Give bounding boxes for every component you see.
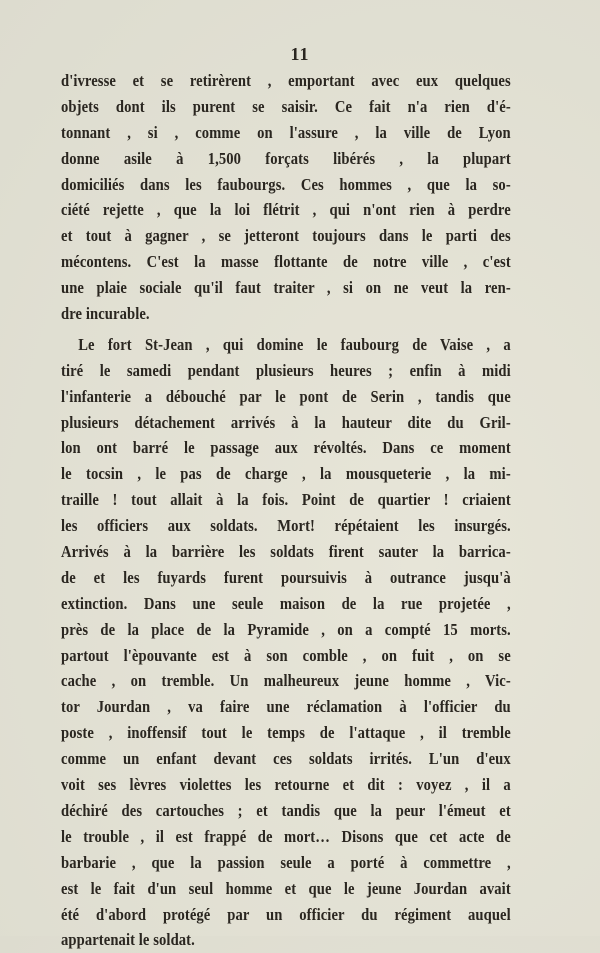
- text-line: déchiré des cartouches ; et tandis que la peur l'émeut et: [61, 800, 511, 820]
- text-line: Le fort St-Jean , qui domine le faubourg de Vaise , a: [78, 334, 511, 354]
- text-line: tiré le samedi pendant plusieurs heures ; enfin à midi: [61, 360, 511, 380]
- page-number: 11: [290, 44, 310, 64]
- text-line: le trouble , il est frappé de mort… Disons que cet acte de: [61, 826, 511, 846]
- text-line: lon ont barré le passage aux révoltés. Dans ce moment: [61, 438, 511, 458]
- text-line: traille ! tout allait à la fois. Point de quartier ! criaient: [61, 490, 511, 510]
- text-line: le tocsin , le pas de charge , la mousqueterie , la mi-: [61, 464, 511, 484]
- text-line: une plaie sociale qu'il faut traiter , si on ne veut la ren-: [61, 278, 511, 298]
- text-line: barbarie , que la passion seule a porté à commettre ,: [61, 852, 511, 872]
- text-line: est le fait d'un seul homme et que le jeune Jourdan avait: [61, 878, 511, 898]
- text-line: d'ivresse et se retirèrent , emportant avec eux quelques: [61, 71, 511, 90]
- text-line: objets dont ils purent se saisir. Ce fait n'a rien d'é-: [61, 96, 511, 116]
- text-line: Arrivés à la barrière les soldats firent sauter la barrica-: [61, 542, 511, 562]
- text-line: poste , inoffensif tout le temps de l'attaque , il tremble: [61, 723, 511, 743]
- text-line: près de la place de la Pyramide , on a compté 15 morts.: [61, 619, 511, 639]
- text-line: ciété rejette , que la loi flétrit , qui n'ont rien à perdre: [61, 200, 511, 220]
- text-line: été d'abord protégé par un officier du régiment auquel: [61, 904, 511, 924]
- text-line: mécontens. C'est la masse flottante de notre ville , c'est: [61, 252, 511, 272]
- paragraph-2: [61, 332, 511, 953]
- text-line: tonnant , si , comme on l'assure , la ville de Lyon: [61, 122, 511, 142]
- body-text: [61, 68, 511, 953]
- text-line: domiciliés dans les faubourgs. Ces hommes , que la so-: [61, 174, 511, 194]
- text-line: et tout à gagner , se jetteront toujours dans le parti des: [61, 226, 511, 246]
- text-line: donne asile à 1,500 forçats libérés , la plupart: [61, 148, 511, 168]
- text-line: appartenait le soldat.: [61, 930, 195, 950]
- text-line: de et les fuyards furent poursuivis à outrance jusqu'à: [61, 567, 511, 587]
- text-line: les officiers aux soldats. Mort! répétaient les insurgés.: [61, 516, 511, 536]
- text-line: comme un enfant devant ces soldats irrités. L'un d'eux: [61, 749, 511, 769]
- text-line: l'infanterie a débouché par le pont de Serin , tandis que: [61, 386, 511, 406]
- text-line: cache , on tremble. Un malheureux jeune homme , Vic-: [61, 671, 511, 691]
- text-line: dre incurable.: [61, 304, 150, 324]
- text-line: plusieurs détachement arrivés à la hauteur dite du Gril-: [61, 412, 511, 432]
- text-line: tor Jourdan , va faire une réclamation à l'officier du: [61, 697, 511, 717]
- paragraph-1: [61, 68, 511, 327]
- text-line: voit ses lèvres violettes les retourne et dit : voyez , il a: [61, 775, 511, 795]
- text-line: partout l'èpouvante est à son comble , on fuit , on se: [61, 645, 511, 665]
- text-line: extinction. Dans une seule maison de la rue projetée ,: [61, 593, 511, 613]
